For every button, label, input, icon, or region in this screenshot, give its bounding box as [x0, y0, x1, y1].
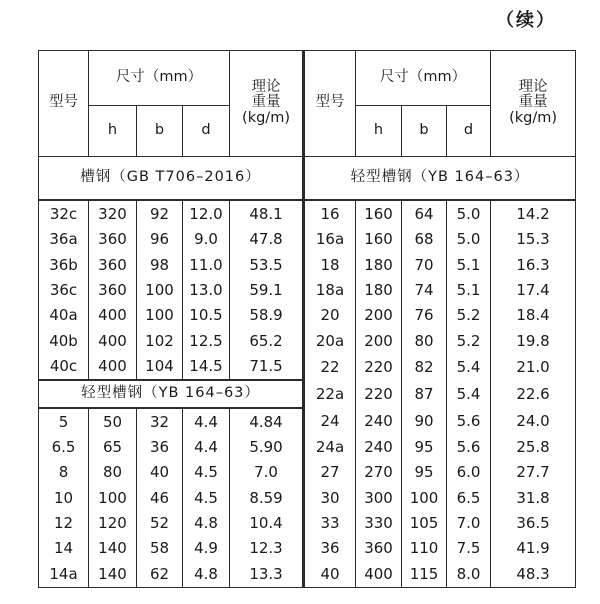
right-cell-d: 5.2: [447, 303, 491, 328]
table-row: [39, 561, 576, 587]
left-bottom-cell-model: 14: [39, 536, 89, 561]
left-top-cell-d: 14.5: [183, 354, 230, 381]
left-bottom-cell-d: 4.8: [183, 511, 230, 536]
left-top-cell-model: 36c: [39, 278, 89, 303]
right-cell-d: 6.0: [447, 460, 491, 485]
right-cell-b: 95: [402, 435, 447, 460]
right-cell-model: 22: [304, 354, 356, 381]
right-cell-model: 22a: [304, 380, 356, 408]
section-title-row: [39, 156, 576, 200]
header-weight-line2: 重量: [518, 94, 548, 111]
right-cell-h: 220: [356, 380, 402, 408]
right-cell-h: 240: [356, 408, 402, 435]
left-top-cell-d: 10.5: [183, 303, 230, 328]
left-top-cell-h: 360: [89, 278, 137, 303]
left-bottom-cell-h: 140: [89, 536, 137, 561]
left-bottom-cell-b: 32: [137, 408, 183, 435]
left-top-cell-w: 58.9: [230, 303, 304, 328]
right-cell-b: 90: [402, 408, 447, 435]
left-bottom-cell-model: 14a: [39, 561, 89, 587]
left-bottom-cell-w: 8.59: [230, 485, 304, 510]
left-bottom-cell-h: 50: [89, 408, 137, 435]
right-cell-b: 70: [402, 252, 447, 277]
right-cell-w: 27.7: [491, 460, 576, 485]
header-b-left: b: [137, 106, 183, 157]
header-h-right: h: [356, 106, 402, 157]
table-row: [39, 328, 576, 353]
header-b-right: b: [402, 106, 447, 157]
left-bottom-cell-w: 12.3: [230, 536, 304, 561]
right-cell-h: 180: [356, 252, 402, 277]
left-top-cell-b: 96: [137, 227, 183, 252]
right-cell-h: 270: [356, 460, 402, 485]
left-top-cell-w: 47.8: [230, 227, 304, 252]
right-cell-d: 5.0: [447, 227, 491, 252]
header-weight-left: [230, 51, 304, 157]
right-cell-h: 400: [356, 561, 402, 587]
header-weight-line2: 重量: [251, 94, 281, 111]
left-bottom-cell-model: 6.5: [39, 435, 89, 460]
left-top-cell-b: 100: [137, 278, 183, 303]
left-bottom-cell-w: 13.3: [230, 561, 304, 587]
right-cell-h: 200: [356, 328, 402, 353]
continued-label: （续）: [496, 10, 556, 31]
header-weight-unit: (kg/m): [509, 110, 557, 127]
left-bottom-cell-b: 40: [137, 460, 183, 485]
right-cell-b: 115: [402, 561, 447, 587]
right-cell-d: 5.1: [447, 278, 491, 303]
right-cell-b: 110: [402, 536, 447, 561]
left-bottom-cell-d: 4.8: [183, 561, 230, 587]
right-cell-h: 160: [356, 227, 402, 252]
left-top-cell-w: 71.5: [230, 354, 304, 381]
left-bottom-cell-d: 4.4: [183, 408, 230, 435]
left-bottom-cell-w: 5.90: [230, 435, 304, 460]
spec-table-container: [38, 50, 575, 588]
right-cell-model: 27: [304, 460, 356, 485]
right-cell-w: 19.8: [491, 328, 576, 353]
left-bottom-cell-b: 52: [137, 511, 183, 536]
right-cell-h: 330: [356, 511, 402, 536]
right-cell-h: 180: [356, 278, 402, 303]
right-cell-w: 21.0: [491, 354, 576, 381]
left-top-cell-h: 360: [89, 227, 137, 252]
left-bottom-cell-b: 58: [137, 536, 183, 561]
channel-steel-spec-table: [38, 50, 576, 588]
left-top-cell-b: 102: [137, 328, 183, 353]
left-top-cell-b: 100: [137, 303, 183, 328]
left-bottom-cell-w: 7.0: [230, 460, 304, 485]
table-row: [39, 536, 576, 561]
right-cell-model: 30: [304, 485, 356, 510]
right-cell-b: 82: [402, 354, 447, 381]
left-bottom-cell-b: 46: [137, 485, 183, 510]
section-title-right: 轻型槽钢（YB 164–63）: [304, 156, 576, 200]
right-cell-d: 5.6: [447, 408, 491, 435]
right-cell-b: 80: [402, 328, 447, 353]
left-top-cell-w: 59.1: [230, 278, 304, 303]
table-row: [39, 354, 576, 381]
header-size-right: 尺寸（mm）: [356, 51, 491, 106]
right-cell-model: 24a: [304, 435, 356, 460]
right-cell-h: 200: [356, 303, 402, 328]
left-top-cell-d: 12.5: [183, 328, 230, 353]
table-body: [39, 200, 576, 587]
right-cell-model: 24: [304, 408, 356, 435]
right-cell-w: 31.8: [491, 485, 576, 510]
right-cell-d: 7.5: [447, 536, 491, 561]
left-top-cell-b: 98: [137, 252, 183, 277]
right-cell-b: 68: [402, 227, 447, 252]
left-bottom-cell-d: 4.5: [183, 460, 230, 485]
left-top-cell-d: 13.0: [183, 278, 230, 303]
right-cell-h: 240: [356, 435, 402, 460]
table-row: [39, 380, 576, 408]
left-top-cell-w: 48.1: [230, 200, 304, 227]
left-top-cell-h: 400: [89, 354, 137, 381]
left-bottom-cell-d: 4.5: [183, 485, 230, 510]
right-cell-b: 87: [402, 380, 447, 408]
left-top-cell-model: 36b: [39, 252, 89, 277]
right-cell-d: 5.4: [447, 354, 491, 381]
left-top-cell-d: 9.0: [183, 227, 230, 252]
right-cell-h: 220: [356, 354, 402, 381]
right-cell-d: 5.6: [447, 435, 491, 460]
left-bottom-cell-d: 4.4: [183, 435, 230, 460]
left-top-cell-model: 36a: [39, 227, 89, 252]
right-cell-w: 14.2: [491, 200, 576, 227]
left-bottom-cell-b: 62: [137, 561, 183, 587]
left-bottom-cell-model: 5: [39, 408, 89, 435]
right-cell-w: 48.3: [491, 561, 576, 587]
header-h-left: h: [89, 106, 137, 157]
table-row: [39, 485, 576, 510]
header-weight-line1: 理论: [251, 78, 281, 95]
left-bottom-cell-b: 36: [137, 435, 183, 460]
right-cell-h: 160: [356, 200, 402, 227]
right-cell-model: 16a: [304, 227, 356, 252]
table-row: [39, 303, 576, 328]
left-top-cell-model: 40c: [39, 354, 89, 381]
header-weight-line1: 理论: [518, 78, 548, 95]
table-row: [39, 278, 576, 303]
right-cell-model: 20a: [304, 328, 356, 353]
right-cell-model: 40: [304, 561, 356, 587]
left-top-cell-h: 400: [89, 303, 137, 328]
right-cell-model: 18a: [304, 278, 356, 303]
left-bottom-cell-h: 100: [89, 485, 137, 510]
header-model-left: 型号: [39, 51, 89, 157]
left-bottom-cell-model: 8: [39, 460, 89, 485]
right-cell-model: 18: [304, 252, 356, 277]
left-top-cell-w: 65.2: [230, 328, 304, 353]
left-top-cell-b: 104: [137, 354, 183, 381]
left-top-cell-d: 11.0: [183, 252, 230, 277]
right-cell-w: 24.0: [491, 408, 576, 435]
header-weight-right: [491, 51, 576, 157]
right-cell-model: 16: [304, 200, 356, 227]
right-cell-w: 25.8: [491, 435, 576, 460]
left-bottom-cell-w: 4.84: [230, 408, 304, 435]
left-bottom-cell-h: 65: [89, 435, 137, 460]
table-row: [39, 408, 576, 435]
right-cell-w: 36.5: [491, 511, 576, 536]
right-cell-b: 100: [402, 485, 447, 510]
left-bottom-cell-h: 140: [89, 561, 137, 587]
right-cell-w: 41.9: [491, 536, 576, 561]
header-d-right: d: [447, 106, 491, 157]
right-cell-w: 22.6: [491, 380, 576, 408]
right-cell-d: 6.5: [447, 485, 491, 510]
left-top-cell-b: 92: [137, 200, 183, 227]
left-top-cell-model: 32c: [39, 200, 89, 227]
right-cell-b: 74: [402, 278, 447, 303]
right-cell-d: 7.0: [447, 511, 491, 536]
section-title-left-top: 槽钢（GB T706–2016）: [39, 156, 304, 200]
right-cell-d: 5.0: [447, 200, 491, 227]
right-cell-d: 8.0: [447, 561, 491, 587]
left-top-cell-h: 320: [89, 200, 137, 227]
left-top-cell-model: 40b: [39, 328, 89, 353]
section-title-left-bottom: 轻型槽钢（YB 164–63）: [39, 380, 304, 408]
right-cell-w: 15.3: [491, 227, 576, 252]
left-top-cell-w: 53.5: [230, 252, 304, 277]
table-row: [39, 200, 576, 227]
table-row: [39, 435, 576, 460]
left-bottom-cell-d: 4.9: [183, 536, 230, 561]
right-cell-b: 64: [402, 200, 447, 227]
right-cell-d: 5.2: [447, 328, 491, 353]
right-cell-model: 36: [304, 536, 356, 561]
left-bottom-cell-h: 80: [89, 460, 137, 485]
left-bottom-cell-h: 120: [89, 511, 137, 536]
right-cell-b: 95: [402, 460, 447, 485]
right-cell-h: 300: [356, 485, 402, 510]
left-bottom-cell-model: 10: [39, 485, 89, 510]
header-size-left: 尺寸（mm）: [89, 51, 230, 106]
right-cell-model: 20: [304, 303, 356, 328]
left-top-cell-h: 360: [89, 252, 137, 277]
right-cell-d: 5.4: [447, 380, 491, 408]
right-cell-d: 5.1: [447, 252, 491, 277]
left-bottom-cell-w: 10.4: [230, 511, 304, 536]
right-cell-b: 105: [402, 511, 447, 536]
table-row: [39, 460, 576, 485]
right-cell-w: 17.4: [491, 278, 576, 303]
left-top-cell-h: 400: [89, 328, 137, 353]
header-row-1: [39, 51, 576, 106]
table-row: [39, 511, 576, 536]
right-cell-b: 76: [402, 303, 447, 328]
table-row: [39, 227, 576, 252]
left-top-cell-d: 12.0: [183, 200, 230, 227]
right-cell-model: 33: [304, 511, 356, 536]
header-d-left: d: [183, 106, 230, 157]
right-cell-h: 360: [356, 536, 402, 561]
table-row: [39, 252, 576, 277]
right-cell-w: 16.3: [491, 252, 576, 277]
right-cell-w: 18.4: [491, 303, 576, 328]
left-bottom-cell-model: 12: [39, 511, 89, 536]
header-weight-unit: (kg/m): [242, 110, 290, 127]
left-top-cell-model: 40a: [39, 303, 89, 328]
header-model-right: 型号: [304, 51, 356, 157]
